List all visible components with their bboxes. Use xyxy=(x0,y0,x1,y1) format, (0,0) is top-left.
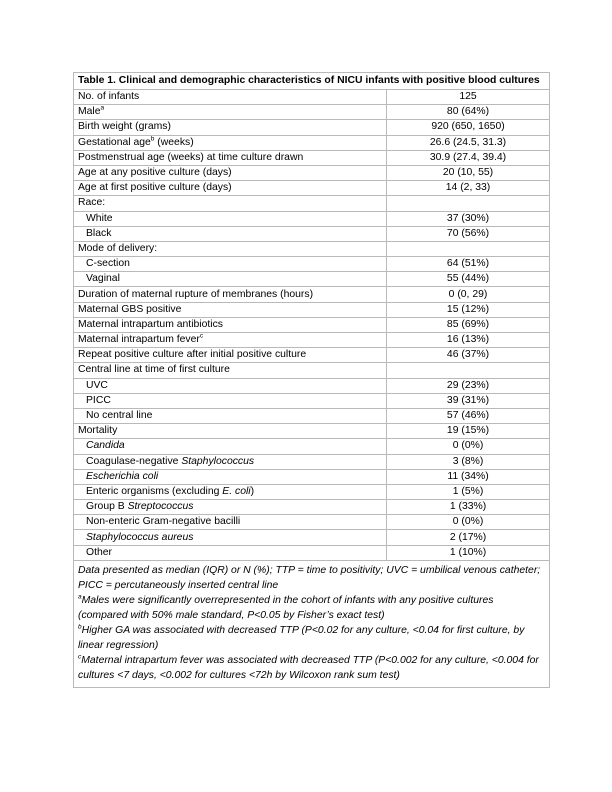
row-value: 39 (31%) xyxy=(387,393,550,408)
row-value xyxy=(387,363,550,378)
row-label xyxy=(74,257,387,272)
table-row xyxy=(74,135,550,150)
footnote-marker: b xyxy=(150,135,155,143)
footnote-b-text: Higher GA was associated with decreased TTP (P<0.02 for any culture, <0.04 for first culture, by linear regression) xyxy=(78,625,525,652)
row-label-italic: Streptococcus xyxy=(127,501,194,513)
row-value: 16 (13%) xyxy=(387,333,550,348)
row-label-text: Vaginal xyxy=(86,273,120,285)
footnotes xyxy=(74,560,550,687)
footnote-a-mark: a xyxy=(78,593,82,601)
footnote-a xyxy=(78,593,545,623)
row-value: 11 (34%) xyxy=(387,469,550,484)
footnote-marker: c xyxy=(199,332,204,340)
row-value: 920 (650, 1650) xyxy=(387,120,550,135)
row-label xyxy=(74,484,387,499)
row-label xyxy=(74,500,387,515)
row-value: 1 (10%) xyxy=(387,545,550,560)
table-row xyxy=(74,545,550,560)
row-label xyxy=(74,393,387,408)
table-title: Table 1. Clinical and demographic characteristics of NICU infants with positive blood cultures xyxy=(74,73,550,90)
row-label xyxy=(74,196,387,211)
row-label-text: Central line at time of first culture xyxy=(78,364,230,376)
row-value: 26.6 (24.5, 31.3) xyxy=(387,135,550,150)
table-row xyxy=(74,333,550,348)
table-row xyxy=(74,120,550,135)
row-value: 85 (69%) xyxy=(387,317,550,332)
row-value: 20 (10, 55) xyxy=(387,165,550,180)
row-label xyxy=(74,545,387,560)
row-label-text: Gestational age xyxy=(78,136,151,148)
table-row xyxy=(74,302,550,317)
table-row xyxy=(74,363,550,378)
footnote-b xyxy=(78,623,545,653)
row-value: 0 (0%) xyxy=(387,515,550,530)
table-body xyxy=(74,73,550,688)
row-label-text: Age at first positive culture (days) xyxy=(78,182,232,194)
row-label-text: Maternal intrapartum antibiotics xyxy=(78,318,223,330)
row-label-text: Group B xyxy=(86,501,128,513)
row-label-text: Escherichia coli xyxy=(86,470,159,482)
table-row xyxy=(74,181,550,196)
table-title-row xyxy=(74,73,550,90)
footnote-marker: a xyxy=(100,104,105,112)
row-value: 80 (64%) xyxy=(387,105,550,120)
table-row xyxy=(74,272,550,287)
row-value: 3 (8%) xyxy=(387,454,550,469)
row-value: 0 (0%) xyxy=(387,439,550,454)
row-label-italic: Staphylococcus xyxy=(181,455,255,467)
row-value: 1 (5%) xyxy=(387,484,550,499)
row-value: 1 (33%) xyxy=(387,500,550,515)
row-value: 14 (2, 33) xyxy=(387,181,550,196)
row-label xyxy=(74,90,387,105)
row-label xyxy=(74,302,387,317)
table-row xyxy=(74,196,550,211)
table-row xyxy=(74,287,550,302)
row-label xyxy=(74,454,387,469)
footnote-general: Data presented as median (IQR) or N (%); TTP = time to positivity; UVC = umbilical venous catheter; PICC = percutaneously inserted central line xyxy=(78,564,541,591)
row-label xyxy=(74,181,387,196)
footnote-a-text: Males were significantly overrepresented in the cohort of infants with any positive cultures (compared with 50% male standard, P<0.05 by Fisher’s exact test) xyxy=(78,595,494,622)
row-label xyxy=(74,105,387,120)
row-label-text: C-section xyxy=(86,258,130,270)
row-label-text: Postmenstrual age (weeks) at time culture drawn xyxy=(78,151,304,163)
row-value: 0 (0, 29) xyxy=(387,287,550,302)
row-label xyxy=(74,424,387,439)
row-label xyxy=(74,348,387,363)
row-label-text: Black xyxy=(86,227,112,239)
row-label-text: Staphylococcus aureus xyxy=(86,531,194,543)
row-label-text: Repeat positive culture after initial positive culture xyxy=(78,349,307,361)
table-row xyxy=(74,90,550,105)
table-row xyxy=(74,165,550,180)
table-row xyxy=(74,105,550,120)
table-row xyxy=(74,241,550,256)
row-label-text: Maternal GBS positive xyxy=(78,303,182,315)
row-label xyxy=(74,135,387,150)
row-value: 19 (15%) xyxy=(387,424,550,439)
table-row xyxy=(74,150,550,165)
row-label xyxy=(74,515,387,530)
footnote-b-mark: b xyxy=(78,623,82,631)
row-label-text: White xyxy=(86,212,113,224)
table-row xyxy=(74,393,550,408)
row-label xyxy=(74,226,387,241)
row-label-text: Duration of maternal rupture of membranes (hours) xyxy=(78,288,314,300)
row-label xyxy=(74,150,387,165)
row-label xyxy=(74,165,387,180)
table-row xyxy=(74,454,550,469)
row-label-text: Enteric organisms (excluding xyxy=(86,485,223,497)
row-value: 55 (44%) xyxy=(387,272,550,287)
row-value: 37 (30%) xyxy=(387,211,550,226)
row-label-text: Male xyxy=(78,106,101,118)
table-row xyxy=(74,348,550,363)
table-row xyxy=(74,211,550,226)
row-label-tail: ) xyxy=(250,485,255,497)
row-label-text: Race: xyxy=(78,197,106,209)
row-value: 15 (12%) xyxy=(387,302,550,317)
row-label xyxy=(74,211,387,226)
row-label xyxy=(74,363,387,378)
row-label xyxy=(74,317,387,332)
characteristics-table xyxy=(73,72,550,688)
row-label xyxy=(74,378,387,393)
table-row xyxy=(74,530,550,545)
row-label-text: No. of infants xyxy=(78,91,140,103)
row-label-text: PICC xyxy=(86,394,111,406)
table-row xyxy=(74,408,550,423)
table-row xyxy=(74,378,550,393)
row-value: 125 xyxy=(387,90,550,105)
row-label xyxy=(74,120,387,135)
table-row xyxy=(74,257,550,272)
table-row xyxy=(74,226,550,241)
table-row xyxy=(74,469,550,484)
row-value: 29 (23%) xyxy=(387,378,550,393)
row-value: 46 (37%) xyxy=(387,348,550,363)
table-row xyxy=(74,500,550,515)
row-label-text: Candida xyxy=(86,440,125,452)
row-label-text: Mode of delivery: xyxy=(78,242,158,254)
row-value: 2 (17%) xyxy=(387,530,550,545)
row-label-text: Non-enteric Gram-negative bacilli xyxy=(86,516,241,528)
table-row xyxy=(74,317,550,332)
row-value xyxy=(387,241,550,256)
row-label xyxy=(74,333,387,348)
row-label-text: Other xyxy=(86,546,112,558)
row-label-text: Age at any positive culture (days) xyxy=(78,167,232,179)
row-label-text: Coagulase-negative xyxy=(86,455,182,467)
table-row xyxy=(74,484,550,499)
row-label xyxy=(74,272,387,287)
table-row xyxy=(74,439,550,454)
footnotes-row xyxy=(74,560,550,687)
row-label xyxy=(74,241,387,256)
footnote-c xyxy=(78,653,545,683)
row-label xyxy=(74,287,387,302)
footnote-c-text: Maternal intrapartum fever was associated with decreased TTP (P<0.002 for any culture, <0.004 for cultures <7 days, <0.002 for cultures <72h by Wilcoxon rank sum test) xyxy=(78,655,539,682)
row-label xyxy=(74,408,387,423)
row-label-text: Maternal intrapartum fever xyxy=(78,334,200,346)
row-label-suffix: (weeks) xyxy=(154,136,194,148)
footnote-c-mark: c xyxy=(78,653,82,661)
row-value xyxy=(387,196,550,211)
row-label-italic: E. coli xyxy=(222,485,251,497)
row-value: 64 (51%) xyxy=(387,257,550,272)
row-label-text: Mortality xyxy=(78,425,118,437)
row-value: 30.9 (27.4, 39.4) xyxy=(387,150,550,165)
row-label-text: No central line xyxy=(86,410,153,422)
row-label-text: Birth weight (grams) xyxy=(78,121,171,133)
row-value: 57 (46%) xyxy=(387,408,550,423)
row-value: 70 (56%) xyxy=(387,226,550,241)
row-label-text: UVC xyxy=(86,379,108,391)
table-row xyxy=(74,515,550,530)
table-row xyxy=(74,424,550,439)
row-label xyxy=(74,439,387,454)
row-label xyxy=(74,469,387,484)
row-label xyxy=(74,530,387,545)
